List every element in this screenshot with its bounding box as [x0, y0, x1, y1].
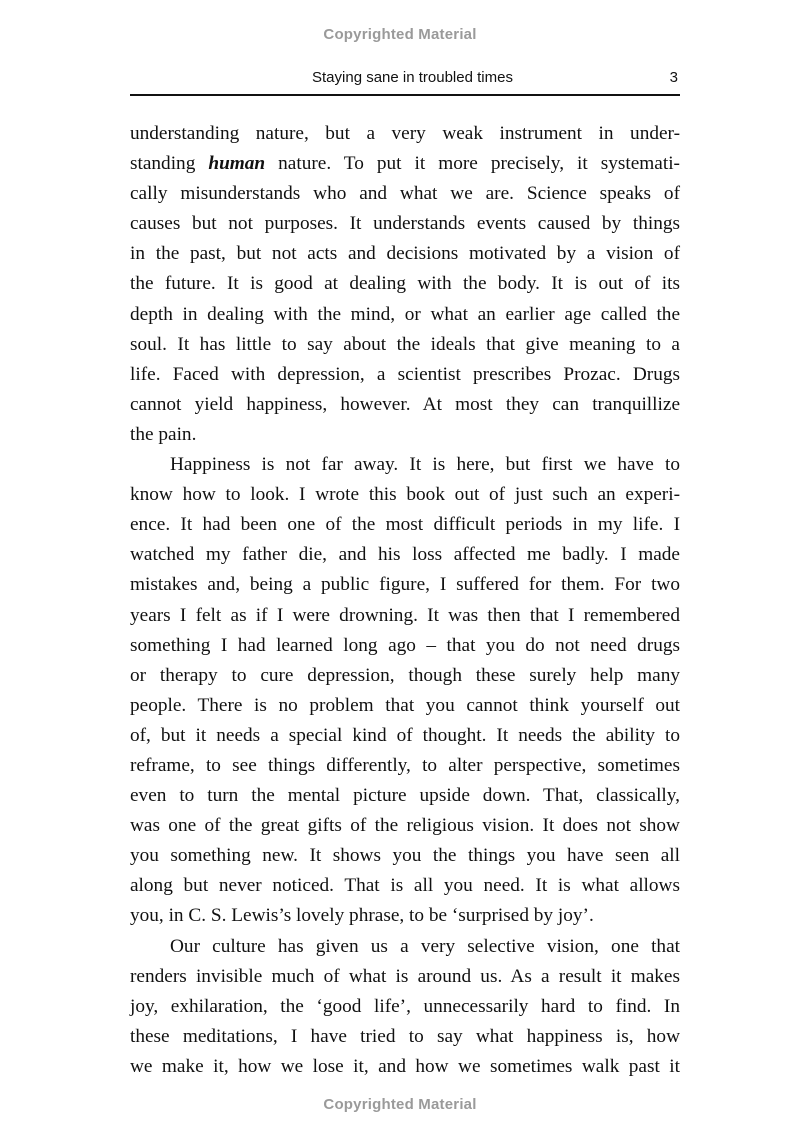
text-line: even to turn the mental picture upside down. That, classically, [130, 785, 680, 807]
text-line: cally misunderstands who and what we are. Science speaks of [130, 183, 680, 205]
text-line: people. There is no problem that you cannot think yourself out [130, 694, 680, 716]
text-line: years I felt as if I were drowning. It was then that I remembered [130, 604, 680, 626]
text-line: of, but it needs a special kind of thought. It needs the ability to [130, 724, 680, 746]
text-line: something I had learned long ago – that you do not need drugs [130, 634, 680, 656]
paragraph-last-line: you, in C. S. Lewis’s lovely phrase, to be ‘surprised by joy’. [130, 905, 594, 927]
text-line: renders invisible much of what is around us. As a result it makes [130, 965, 680, 987]
paragraph-first-line: Happiness is not far away. It is here, but first we have to [170, 454, 680, 476]
text-line: soul. It has little to say about the ideals that give meaning to a [130, 333, 680, 355]
emphasized-word: human [208, 153, 266, 175]
text-line: these meditations, I have tried to say what happiness is, how [130, 1025, 680, 1047]
paragraph-first-line: Our culture has given us a very selective vision, one that [170, 935, 680, 957]
copyright-watermark-bottom: Copyrighted Material [323, 1096, 477, 1113]
body-text [130, 119, 680, 1082]
text-line: the future. It is good at dealing with the body. It is out of its [130, 273, 680, 295]
text-line: or therapy to cure depression, though these surely help many [130, 664, 680, 686]
text-line: know how to look. I wrote this book out of just such an experi- [130, 484, 680, 506]
text-line: joy, exhilaration, the ‘good life’, unnecessarily hard to find. In [130, 995, 680, 1017]
page-number: 3 [669, 69, 678, 86]
running-title: Staying sane in troubled times [312, 69, 513, 86]
text-line: mistakes and, being a public figure, I suffered for them. For two [130, 574, 680, 596]
text-fragment: standing [130, 153, 209, 175]
text-fragment: nature. To put it more precisely, it systemati- [265, 153, 680, 175]
text-line: depth in dealing with the mind, or what an earlier age called the [130, 303, 680, 325]
text-line: we make it, how we lose it, and how we sometimes walk past it [130, 1055, 680, 1077]
copyright-watermark-top: Copyrighted Material [323, 26, 477, 43]
text-line: along but never noticed. That is all you need. It is what allows [130, 875, 680, 897]
text-line: ence. It had been one of the most difficult periods in my life. I [130, 514, 680, 536]
text-line: understanding nature, but a very weak instrument in under- [130, 123, 680, 144]
text-line: watched my father die, and his loss affected me badly. I made [130, 544, 680, 566]
text-line: you something new. It shows you the things you have seen all [130, 845, 680, 867]
text-line: was one of the great gifts of the religious vision. It does not show [130, 815, 680, 837]
text-line: causes but not purposes. It understands events caused by things [130, 213, 680, 235]
paragraph-last-line: the pain. [130, 423, 197, 445]
text-line: reframe, to see things differently, to alter perspective, sometimes [130, 754, 680, 776]
text-line: cannot yield happiness, however. At most they can tranquillize [130, 393, 680, 415]
text-line: in the past, but not acts and decisions motivated by a vision of [130, 243, 680, 265]
text-line: life. Faced with depression, a scientist prescribes Prozac. Drugs [130, 363, 680, 385]
running-header [130, 66, 680, 96]
text-line [130, 149, 680, 179]
